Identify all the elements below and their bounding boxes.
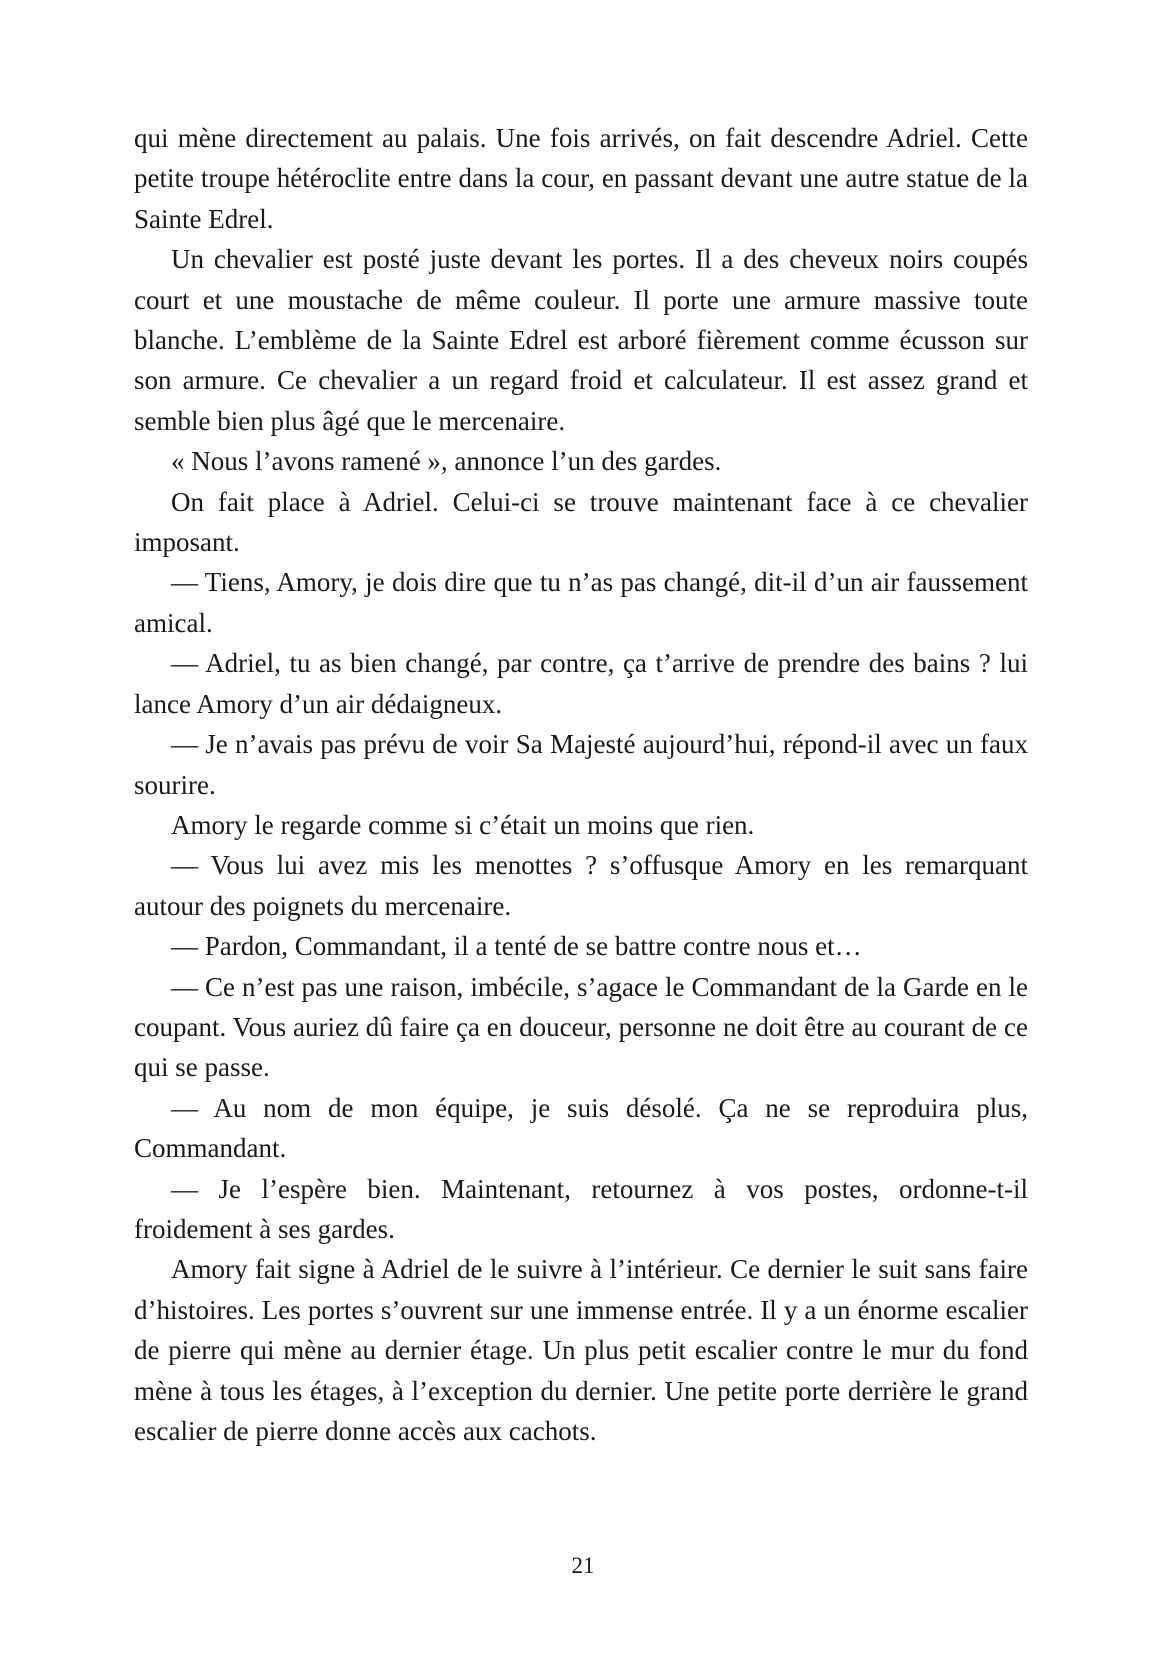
body-text <box>134 118 1028 1451</box>
dialogue-line: — Pardon, Commandant, il a tenté de se battre contre nous et… <box>171 931 862 962</box>
dialogue-line: — Ce n’est pas une raison, imbécile, s’agace le Commandant de la Garde en le coupant. Vous auriez dû faire ça en douceur, personne ne doit être au courant de ce qui se passe. <box>134 971 1028 1083</box>
dialogue-line: — Tiens, Amory, je dois dire que tu n’as pas changé, dit-il d’un air faussement amical. <box>134 567 1028 638</box>
paragraph: Amory fait signe à Adriel de le suivre à l’intérieur. Ce dernier le suit sans faire d’histoires. Les portes s’ouvrent sur une immense entrée. Il y a un énorme escalier de pierre qui mène au dernier étage. Un plus petit escalier contre le mur du fond mène à tous les étages, à l’exception du dernier. Une petite porte derrière le grand escalier de pierre donne accès aux cachots. <box>134 1254 1028 1446</box>
dialogue-line: — Vous lui avez mis les menottes ? s’offusque Amory en les remarquant autour des poignets du mercenaire. <box>134 850 1028 921</box>
dialogue-line: — Au nom de mon équipe, je suis désolé. Ça ne se reproduira plus, Commandant. <box>134 1092 1028 1164</box>
paragraph: Amory le regarde comme si c’était un moins que rien. <box>171 809 755 840</box>
paragraph: On fait place à Adriel. Celui-ci se trouve maintenant face à ce chevalier imposant. <box>134 486 1028 558</box>
paragraph: « Nous l’avons ramené », annonce l’un des gardes. <box>171 446 722 477</box>
paragraph: qui mène directement au palais. Une fois arrivés, on fait descendre Adriel. Cette petite troupe hétéroclite entre dans la cour, en passant devant une autre statue de la Sainte Edrel. <box>134 123 1028 234</box>
dialogue-line: — Je l’espère bien. Maintenant, retournez à vos postes, ordonne-t-il froidement à ses gardes. <box>134 1173 1028 1244</box>
dialogue-line: — Je n’avais pas prévu de voir Sa Majesté aujourd’hui, répond-il avec un faux sourire. <box>134 729 1028 800</box>
page-number: 21 <box>571 1553 595 1578</box>
dialogue-line: — Adriel, tu as bien changé, par contre, ça t’arrive de prendre des bains ? lui lance Amory d’un air dédaigneux. <box>134 648 1028 719</box>
paragraph: Un chevalier est posté juste devant les portes. Il a des cheveux noirs coupés court et une moustache de même couleur. Il porte une armure massive toute blanche. L’emblème de la Sainte Edrel est arboré fièrement comme écusson sur son armure. Ce chevalier a un regard froid et calculateur. Il est assez grand et semble bien plus âgé que le mercenaire. <box>134 244 1028 436</box>
